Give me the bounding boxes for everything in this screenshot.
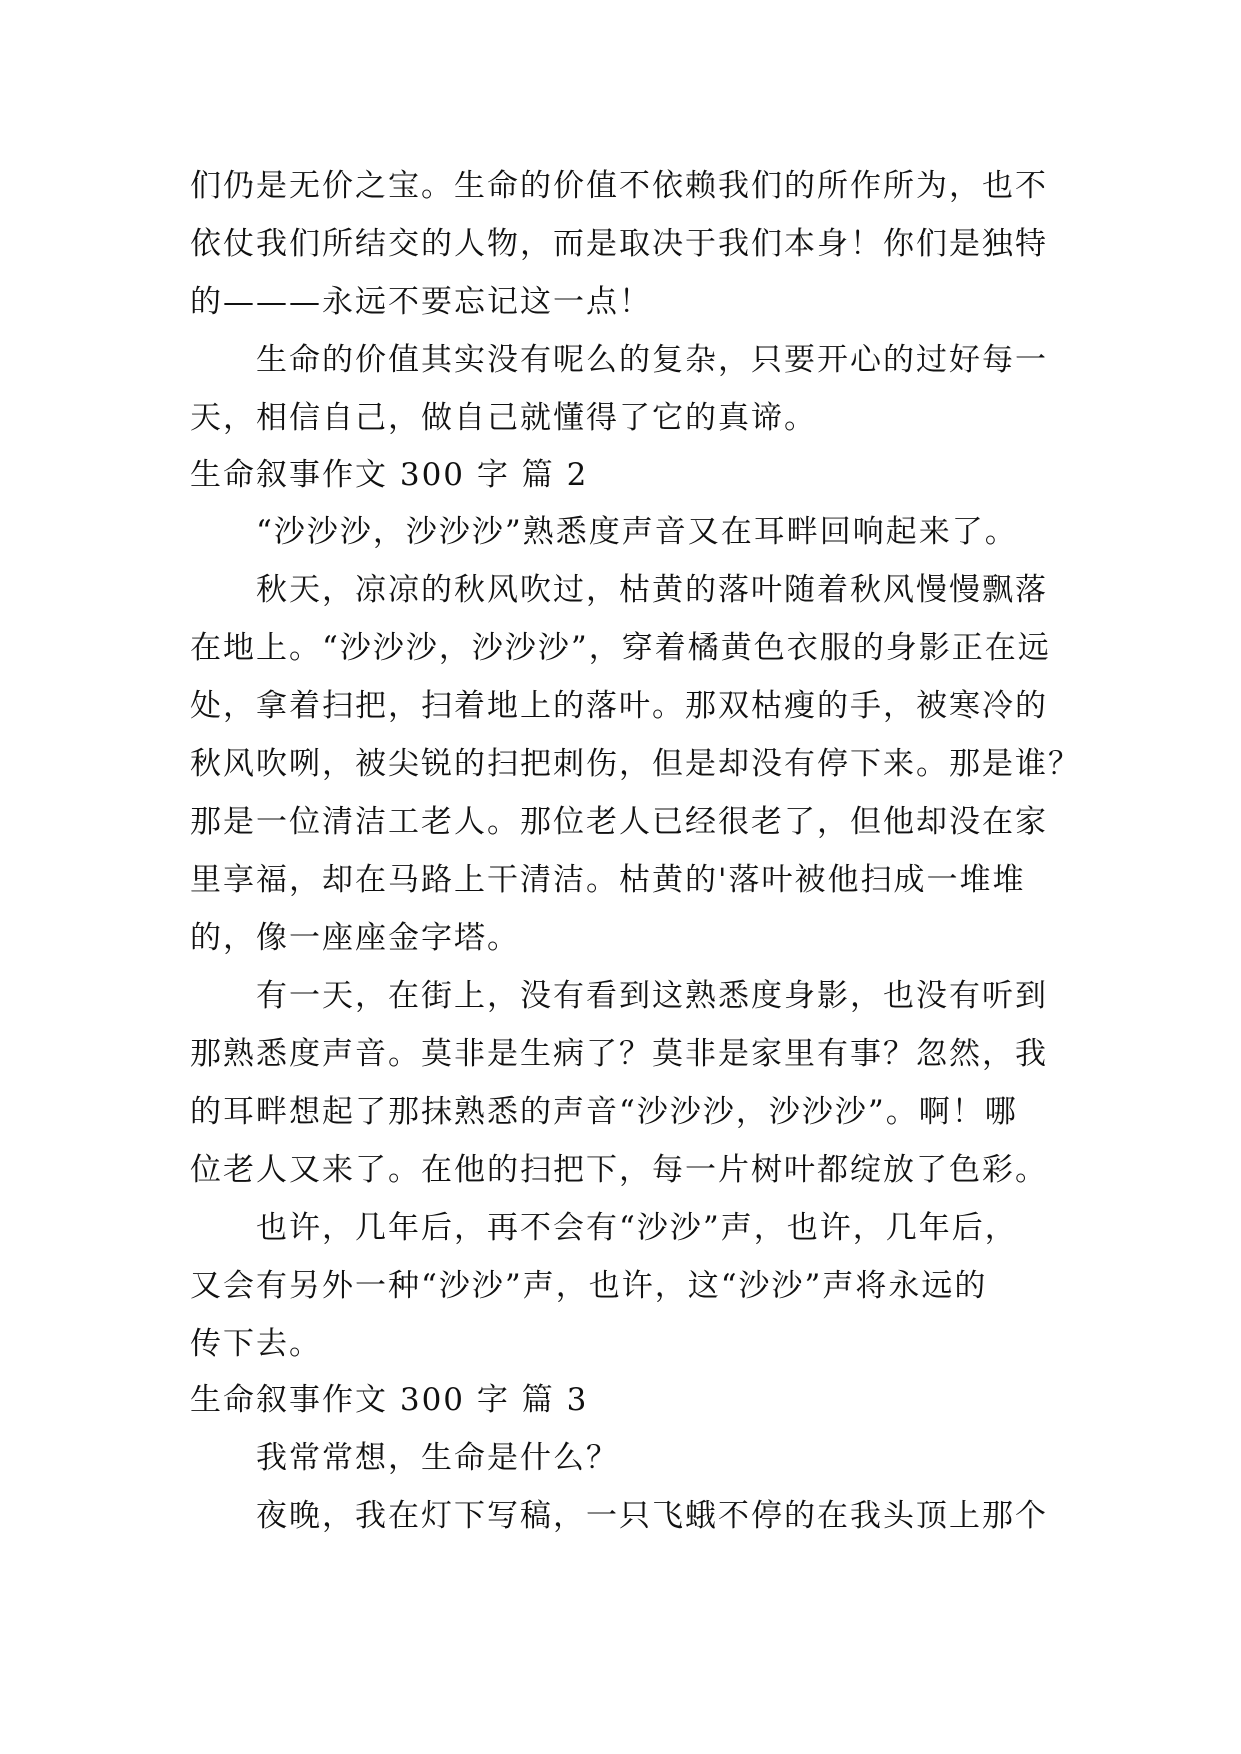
essay-heading: 生命叙事作文 300 字 篇 2 <box>190 457 589 493</box>
essay-3-body <box>190 1429 1060 1545</box>
text-line: 位老人又来了。在他的扫把下，每一片树叶都绽放了色彩。 <box>190 1152 1048 1188</box>
text-line: 那熟悉度声音。莫非是生病了？莫非是家里有事？忽然，我 <box>190 1036 1048 1072</box>
text-line: 的耳畔想起了那抹熟悉的声音“沙沙沙，沙沙沙”。啊！哪 <box>190 1094 1018 1130</box>
text-line: 处，拿着扫把，扫着地上的落叶。那双枯瘦的手，被寒冷的 <box>190 688 1048 724</box>
text-line: 有一天，在街上，没有看到这熟悉度身影，也没有听到 <box>190 978 1048 1014</box>
text-line: 里享福，却在马路上干清洁。枯黄的'落叶被他扫成一堆堆 <box>190 862 1026 898</box>
text-line: 的，像一座座金字塔。 <box>190 920 520 956</box>
text-line: 在地上。“沙沙沙，沙沙沙”，穿着橘黄色衣服的身影正在远 <box>190 630 1051 666</box>
text-line: “沙沙沙，沙沙沙”熟悉度声音又在耳畔回响起来了。 <box>190 514 1018 550</box>
text-line: 也许，几年后，再不会有“沙沙”声，也许，几年后， <box>190 1210 1018 1246</box>
text-line: 的———永远不要忘记这一点！ <box>190 284 652 320</box>
paragraph-continuation <box>190 157 1060 331</box>
text-line: 秋天，凉凉的秋风吹过，枯黄的落叶随着秋风慢慢飘落 <box>190 572 1048 608</box>
text-line: 又会有另外一种“沙沙”声，也许，这“沙沙”声将永远的 <box>190 1268 988 1304</box>
text-line: 依仗我们所结交的人物，而是取决于我们本身！你们是独特 <box>190 226 1048 262</box>
text-line: 生命的价值其实没有呢么的复杂，只要开心的过好每一 <box>190 342 1048 378</box>
essay-2-body <box>190 503 1081 1373</box>
essay-heading: 生命叙事作文 300 字 篇 3 <box>190 1382 589 1418</box>
text-line: 那是一位清洁工老人。那位老人已经很老了，但他却没在家 <box>190 804 1048 840</box>
text-line: 我常常想，生命是什么？ <box>190 1440 619 1476</box>
text-line: 天，相信自己，做自己就懂得了它的真谛。 <box>190 400 817 436</box>
text-line: 夜晚，我在灯下写稿，一只飞蛾不停的在我头顶上那个 <box>190 1498 1048 1534</box>
text-line: 传下去。 <box>190 1326 322 1362</box>
paragraph-closing <box>190 331 1060 447</box>
text-line: 们仍是无价之宝。生命的价值不依赖我们的所作所为，也不 <box>190 168 1048 204</box>
text-line: 秋风吹咧，被尖锐的扫把刺伤，但是却没有停下来。那是谁？ <box>190 746 1081 782</box>
